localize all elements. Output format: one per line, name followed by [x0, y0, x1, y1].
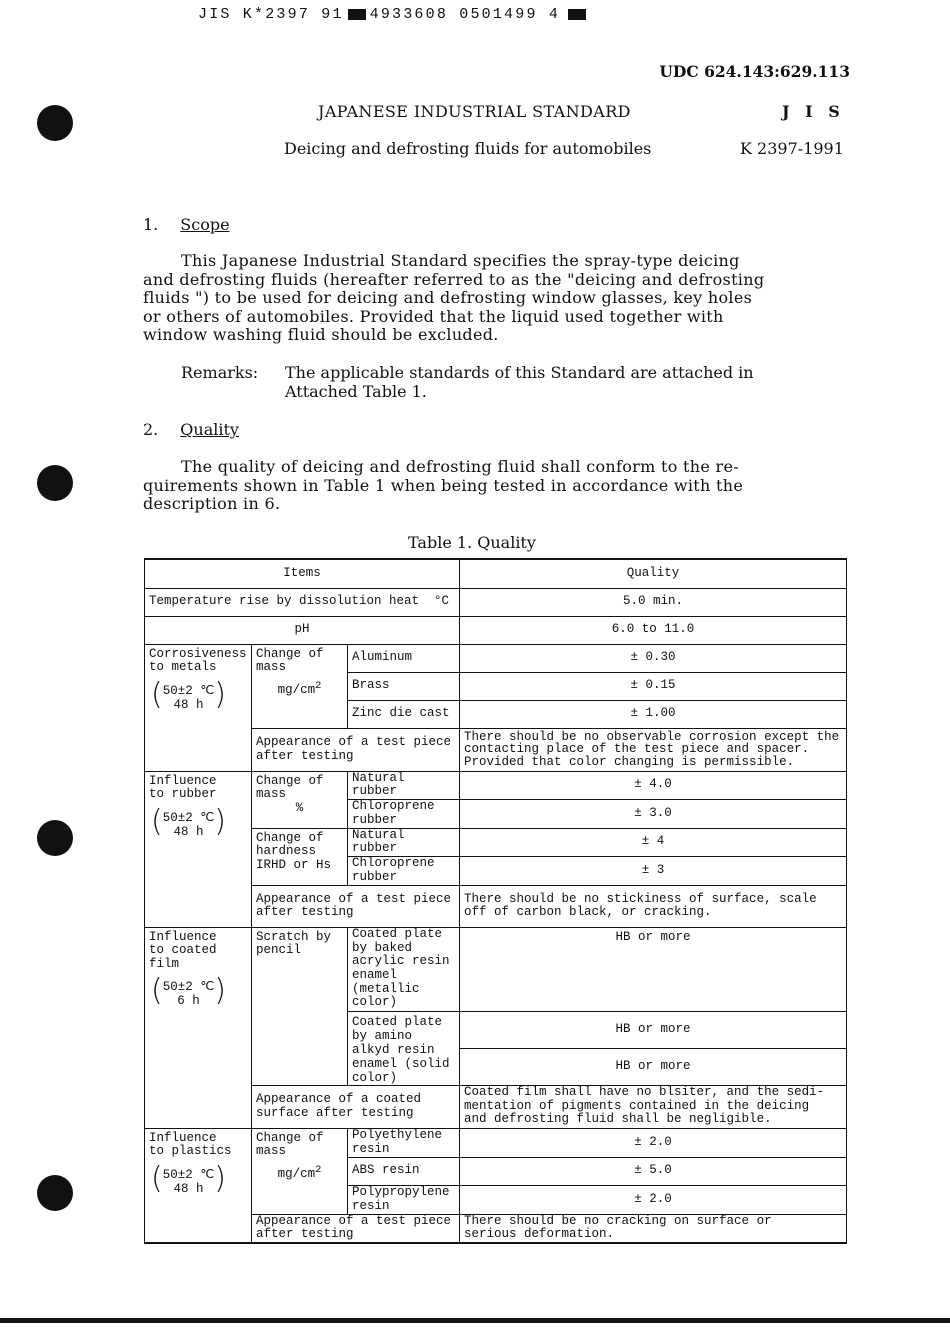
appearance-line: after testing	[256, 1227, 354, 1242]
section-title: Quality	[180, 420, 239, 439]
group-line: film	[149, 956, 180, 971]
para-line	[143, 458, 843, 477]
plate2-value: HB or more	[460, 1048, 847, 1085]
film-scratch-cell	[252, 927, 348, 1085]
hardness-line: hardness	[256, 844, 317, 858]
table-row	[145, 616, 847, 644]
binder-hole	[37, 1175, 73, 1211]
cond-time: 48 h	[173, 697, 204, 712]
plastics-group-cell	[145, 1128, 252, 1243]
para-line: window washing fluid should be excluded.	[143, 325, 499, 345]
plastic-name: resin	[352, 1198, 390, 1213]
section-title: Scope	[180, 215, 230, 234]
plate-line: by amino	[352, 1028, 413, 1043]
remarks-line: The applicable standards of this Standard are attached in	[285, 363, 754, 382]
para-line: or others of automobiles. Provided that the liquid used together with	[143, 306, 724, 326]
unit-sup: 2	[315, 679, 322, 692]
cond-temp: 50±2 ℃	[162, 980, 215, 994]
ph-label: pH	[145, 616, 460, 644]
rubber-value: ± 3.0	[460, 799, 847, 828]
appearance-line: Appearance of a test piece	[256, 735, 452, 749]
para-line: and defrosting fluids (hereafter referred to as the "deicing and defrosting	[143, 269, 765, 289]
plate1-cell	[348, 927, 460, 1011]
bottom-rule	[0, 1318, 950, 1323]
unit	[256, 680, 343, 698]
rubber-appearance-value	[460, 885, 847, 927]
plastic-name: resin	[352, 1141, 390, 1156]
appearance-line: surface after testing	[256, 1105, 414, 1120]
plate-line: Coated plate	[352, 1014, 443, 1029]
plate2-value: HB or more	[460, 1011, 847, 1048]
mass-unit: %	[295, 800, 304, 815]
rubber-appearance-cell	[252, 885, 460, 927]
cond-temp: 50±2 ℃	[162, 683, 215, 698]
metals-appearance-cell	[252, 728, 460, 771]
group-line: Influence	[149, 773, 217, 788]
unit-sup: 2	[315, 1163, 322, 1176]
plate-line: acrylic resin	[352, 954, 450, 969]
metal-value: ± 0.15	[460, 672, 847, 700]
film-appearance-value	[460, 1085, 847, 1128]
standard-org: JAPANESE INDUSTRIAL STANDARD	[318, 102, 631, 121]
paren-left: (	[151, 676, 163, 712]
value-line: There should be no observable corrosion except the	[464, 729, 840, 744]
metal-value: ± 0.30	[460, 644, 847, 672]
plate-line: (metallic	[352, 981, 420, 996]
plate-line: color)	[352, 1070, 398, 1085]
rubber-value: ± 4.0	[460, 771, 847, 799]
rubber-name: rubber	[352, 869, 398, 884]
document-title: Deicing and defrosting fluids for automobiles	[284, 139, 652, 158]
rubber-name: Chloroprene	[352, 799, 435, 813]
table-row	[145, 771, 847, 799]
plastics-appearance-value	[460, 1214, 847, 1243]
test-condition	[149, 1160, 226, 1196]
rubber-name-cell	[348, 799, 460, 828]
ph-value: 6.0 to 11.0	[460, 616, 847, 644]
unit-text: mg/cm	[277, 1166, 316, 1181]
plastic-name-cell	[348, 1185, 460, 1214]
paren-right: )	[214, 803, 226, 839]
remarks-line: Attached Table 1.	[285, 381, 427, 401]
value-line: Coated film shall have no blsiter, and the sedi-	[464, 1085, 825, 1100]
table-caption: Table 1. Quality	[408, 533, 536, 552]
plastic-value: ± 2.0	[460, 1128, 847, 1157]
table-row	[145, 588, 847, 616]
metal-name: Brass	[348, 672, 460, 700]
plastic-value: ± 2.0	[460, 1185, 847, 1214]
rubber-value: ± 4	[460, 828, 847, 856]
running-header	[198, 6, 590, 23]
running-header-code: JIS K*2397 91	[198, 6, 344, 23]
group-line: to plastics	[149, 1144, 232, 1158]
line-text: The quality of deicing and defrosting fluid shall conform to the re-	[181, 457, 739, 476]
binder-hole	[37, 105, 73, 141]
paren-right: )	[214, 1160, 226, 1196]
group-line: to rubber	[149, 787, 217, 801]
value-line: and defrosting fluid shall be negligible.	[464, 1112, 772, 1127]
plate-line: by baked	[352, 940, 413, 955]
table-row	[145, 1128, 847, 1157]
plate-line: Coated plate	[352, 926, 443, 941]
paren-right: )	[214, 676, 226, 712]
unit-text: mg/cm	[277, 682, 316, 697]
value-line: There should be no stickiness of surface, scale	[464, 891, 817, 906]
plate1-value: HB or more	[460, 927, 847, 1011]
temp-label: Temperature rise by dissolution heat	[149, 594, 420, 609]
rubber-name: Natural rubber	[348, 828, 460, 856]
header-block-mark	[348, 9, 366, 20]
header-quality: Quality	[460, 559, 847, 588]
table-row	[145, 927, 847, 1011]
value-line: contacting place of the test piece and spacer.	[464, 742, 810, 757]
plastic-value: ± 5.0	[460, 1157, 847, 1185]
rubber-value: ± 3	[460, 856, 847, 885]
rubber-group-cell	[145, 771, 252, 927]
group-line: to coated	[149, 943, 217, 957]
appearance-line: after testing	[256, 905, 354, 919]
para-line	[143, 252, 843, 271]
spacer	[548, 0, 549, 1]
udc-code: UDC 624.143:629.113	[659, 62, 850, 81]
value-line: mentation of pigments contained in the deicing	[464, 1098, 810, 1113]
plastic-name: Polypropylene	[352, 1185, 450, 1199]
binder-hole	[37, 820, 73, 856]
appearance-line: Appearance of a coated	[256, 1092, 422, 1106]
plate-line: color)	[352, 995, 398, 1010]
appearance-line: Appearance of a test piece	[256, 1213, 452, 1228]
header-items: Items	[145, 559, 460, 588]
cond-time: 48 h	[173, 824, 204, 839]
value-line: There should be no cracking on surface or	[464, 1213, 772, 1228]
quality-paragraph	[143, 458, 843, 514]
hardness-line: Change of	[256, 830, 324, 845]
paren-left: (	[151, 803, 163, 839]
group-line: Influence	[149, 1130, 217, 1145]
metal-value: ± 1.00	[460, 700, 847, 728]
remarks	[181, 363, 754, 401]
value-line: Provided that color changing is permissible.	[464, 754, 795, 769]
quality-table	[144, 558, 847, 1244]
film-appearance-cell	[252, 1085, 460, 1128]
rubber-mass-cell	[252, 771, 348, 828]
appearance-line: after testing	[256, 748, 354, 763]
mass-line: Change of	[256, 773, 324, 788]
para-line: description in 6.	[143, 494, 281, 514]
rubber-hardness-cell	[252, 828, 348, 885]
metal-name: Zinc die cast	[348, 700, 460, 728]
rubber-name: Chloroprene	[352, 856, 435, 870]
section-number: 1.	[143, 215, 159, 234]
change-line: Change of	[256, 646, 324, 661]
rubber-name: Natural rubber	[348, 771, 460, 799]
plastics-appearance-cell	[252, 1214, 460, 1243]
mass-line: mass	[256, 787, 287, 801]
scratch-line: pencil	[256, 943, 302, 957]
temp-value: 5.0 min.	[460, 588, 847, 616]
change-line: mass	[256, 660, 287, 674]
table-row	[145, 644, 847, 672]
group-line: to metals	[149, 660, 217, 674]
section-number: 2.	[143, 420, 159, 439]
plate-line: enamel	[352, 968, 398, 982]
header-block-mark	[568, 9, 586, 20]
temp-label-cell	[145, 588, 460, 616]
plastic-name: ABS resin	[348, 1157, 460, 1185]
jis-mark: J I S	[782, 102, 845, 121]
paren-right: )	[214, 973, 226, 1008]
section-heading-quality	[143, 420, 239, 439]
running-header-number: 4933608 0501499 4	[369, 6, 561, 23]
rubber-name-cell	[348, 856, 460, 885]
test-condition	[149, 803, 226, 839]
remarks-label: Remarks:	[181, 363, 259, 382]
para-line: fluids ") to be used for deicing and defrosting window glasses, key holes	[143, 288, 753, 308]
plastics-change-cell	[252, 1128, 348, 1214]
remarks-text	[285, 364, 845, 401]
appearance-line: Appearance of a test piece	[256, 891, 452, 906]
value-line: off of carbon black, or cracking.	[464, 905, 712, 919]
paren-left: (	[151, 1160, 163, 1196]
change-line: mass	[256, 1144, 287, 1158]
section-heading-scope	[143, 215, 230, 234]
plate-line: enamel (solid	[352, 1056, 450, 1071]
change-line: Change of	[256, 1130, 324, 1145]
binder-hole	[37, 465, 73, 501]
plastic-name-cell	[348, 1128, 460, 1157]
cond-temp: 50±2 ℃	[162, 810, 215, 825]
test-condition	[149, 676, 226, 712]
document-number: K 2397-1991	[740, 139, 844, 158]
scratch-line: Scratch by	[256, 929, 332, 944]
cond-time: 48 h	[173, 1181, 204, 1196]
value-line: serious deformation.	[464, 1227, 615, 1242]
metal-name: Aluminum	[348, 644, 460, 672]
group-line: Corrosiveness	[149, 646, 247, 661]
metals-group-cell	[145, 644, 252, 771]
cond-time: 6 h	[177, 994, 200, 1008]
group-line: Influence	[149, 929, 217, 944]
line-text: This Japanese Industrial Standard specifies the spray-type deicing	[181, 251, 740, 270]
para-line: quirements shown in Table 1 when being tested in accordance with the	[143, 475, 744, 495]
plate-line: alkyd resin	[352, 1042, 435, 1057]
hardness-line: IRHD or Hs	[256, 857, 332, 872]
metals-change-cell	[252, 644, 348, 728]
metals-appearance-value	[460, 728, 847, 771]
paren-left: (	[151, 973, 163, 1008]
film-group-cell	[145, 927, 252, 1128]
rubber-name: rubber	[352, 812, 398, 827]
scope-paragraph	[143, 252, 843, 345]
temp-unit: °C	[434, 594, 450, 609]
unit	[256, 1164, 343, 1182]
test-condition	[149, 973, 226, 1008]
cond-temp: 50±2 ℃	[162, 1167, 215, 1182]
plastic-name: Polyethylene	[352, 1128, 443, 1142]
plate2-cell	[348, 1011, 460, 1085]
table-header-row	[145, 559, 847, 588]
